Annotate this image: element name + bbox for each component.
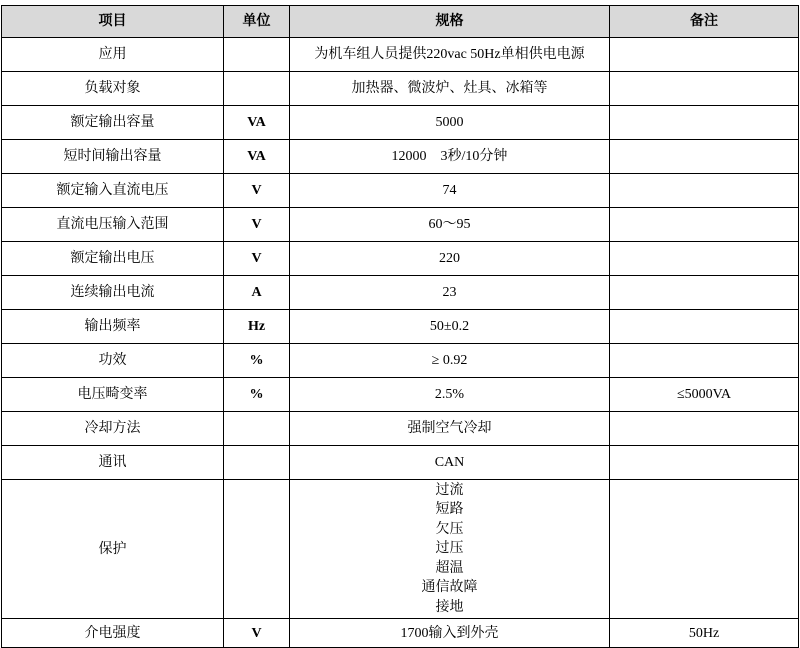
protection-item: 接地	[435, 599, 464, 615]
note-cell: 50Hz	[610, 619, 799, 648]
unit-cell	[224, 72, 290, 106]
note-cell	[610, 140, 799, 174]
note-cell	[610, 446, 799, 480]
spec-cell: 1700输入到外壳	[290, 619, 610, 648]
unit-cell	[224, 412, 290, 446]
header-unit: 单位	[224, 6, 290, 38]
item-cell: 应用	[2, 38, 224, 72]
item-cell: 负载对象	[2, 72, 224, 106]
protection-item: 过流	[435, 483, 464, 499]
note-cell	[610, 72, 799, 106]
unit-cell: VA	[224, 140, 290, 174]
item-cell: 功效	[2, 344, 224, 378]
item-cell: 连续输出电流	[2, 276, 224, 310]
unit-cell: V	[224, 619, 290, 648]
protection-item: 通信故障	[421, 580, 478, 596]
table-row	[2, 106, 799, 140]
header-note: 备注	[610, 6, 799, 38]
spec-cell: 12000 3秒/10分钟	[290, 140, 610, 174]
spec-cell: 50±0.2	[290, 310, 610, 344]
table-row	[2, 242, 799, 276]
note-cell	[610, 208, 799, 242]
unit-cell	[224, 38, 290, 72]
table-row	[2, 619, 799, 648]
note-cell	[610, 174, 799, 208]
table-row	[2, 140, 799, 174]
table-row	[2, 276, 799, 310]
table-row	[2, 378, 799, 412]
spec-cell: 加热器、微波炉、灶具、冰箱等	[290, 72, 610, 106]
protection-spec-cell	[290, 480, 610, 619]
spec-cell: 5000	[290, 106, 610, 140]
spec-cell: 为机车组人员提供220vac 50Hz单相供电电源	[290, 38, 610, 72]
item-cell: 电压畸变率	[2, 378, 224, 412]
protection-row	[2, 480, 799, 619]
unit-cell: V	[224, 174, 290, 208]
unit-cell: V	[224, 208, 290, 242]
item-cell: 介电强度	[2, 619, 224, 648]
item-cell: 保护	[2, 480, 224, 619]
table-row	[2, 412, 799, 446]
header-row	[2, 6, 799, 38]
protection-item: 超温	[435, 560, 464, 576]
spec-cell: 220	[290, 242, 610, 276]
table-row	[2, 446, 799, 480]
item-cell: 冷却方法	[2, 412, 224, 446]
note-cell	[610, 38, 799, 72]
spec-cell: CAN	[290, 446, 610, 480]
spec-cell: 23	[290, 276, 610, 310]
table-row	[2, 72, 799, 106]
unit-cell: VA	[224, 106, 290, 140]
header-item: 项目	[2, 6, 224, 38]
spec-cell: 74	[290, 174, 610, 208]
item-cell: 直流电压输入范围	[2, 208, 224, 242]
note-cell	[610, 344, 799, 378]
unit-cell: %	[224, 378, 290, 412]
table-row	[2, 38, 799, 72]
header-spec: 规格	[290, 6, 610, 38]
protection-item: 过压	[435, 541, 464, 557]
protection-item: 欠压	[435, 521, 464, 537]
table-row	[2, 174, 799, 208]
item-cell: 输出频率	[2, 310, 224, 344]
item-cell: 短时间输出容量	[2, 140, 224, 174]
note-cell	[610, 106, 799, 140]
table-row	[2, 208, 799, 242]
unit-cell	[224, 480, 290, 619]
note-cell	[610, 242, 799, 276]
note-cell: ≤5000VA	[610, 378, 799, 412]
spec-cell: 2.5%	[290, 378, 610, 412]
table-row	[2, 310, 799, 344]
item-cell: 额定输入直流电压	[2, 174, 224, 208]
unit-cell: %	[224, 344, 290, 378]
table-row	[2, 344, 799, 378]
spec-table	[1, 5, 799, 648]
spec-cell: 60～95	[290, 208, 610, 242]
unit-cell: Hz	[224, 310, 290, 344]
protection-item: 短路	[435, 502, 464, 518]
spec-cell: 强制空气冷却	[290, 412, 610, 446]
item-cell: 通讯	[2, 446, 224, 480]
note-cell	[610, 412, 799, 446]
note-cell	[610, 276, 799, 310]
unit-cell: V	[224, 242, 290, 276]
unit-cell	[224, 446, 290, 480]
note-cell	[610, 480, 799, 619]
unit-cell: A	[224, 276, 290, 310]
item-cell: 额定输出电压	[2, 242, 224, 276]
item-cell: 额定输出容量	[2, 106, 224, 140]
spec-cell: ≥ 0.92	[290, 344, 610, 378]
note-cell	[610, 310, 799, 344]
